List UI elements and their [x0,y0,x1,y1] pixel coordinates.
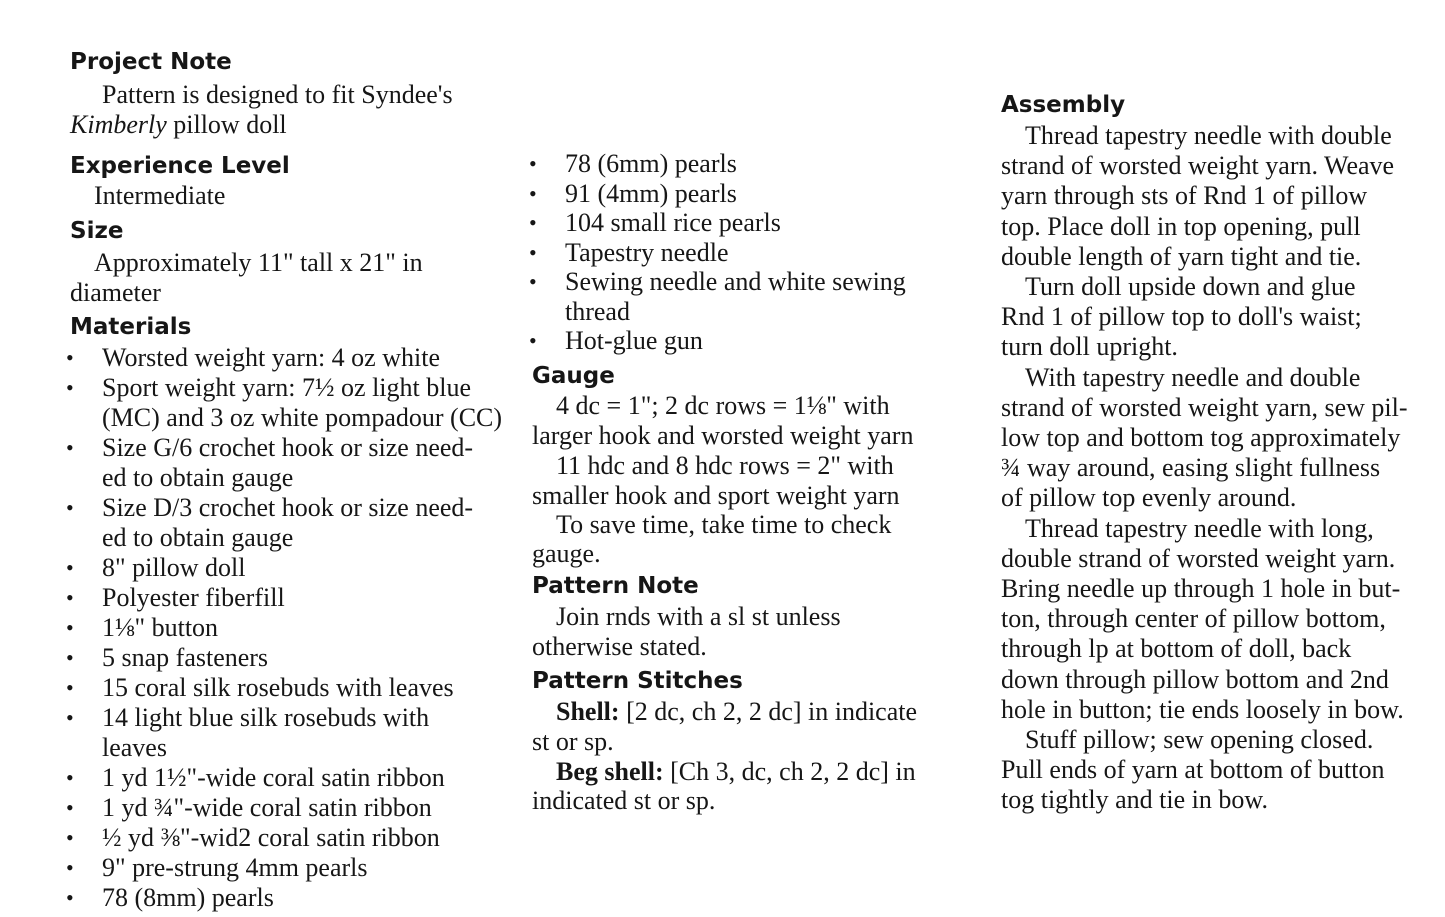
assembly-line: Bring needle up through 1 hole in but- [1001,574,1401,603]
material-item [66,493,474,523]
assembly-line: yarn through sts of Rnd 1 of pillow [1001,181,1368,210]
bullet-icon: • [66,795,74,820]
material-item [529,238,729,268]
bullet-icon: • [66,495,74,520]
assembly-line: Pull ends of yarn at bottom of button [1001,755,1385,784]
bullet-icon: • [66,705,74,730]
shell-line-cont: st or sp. [532,727,614,756]
material-text: ½ yd ⅜"-wid2 coral satin ribbon [102,823,440,852]
material-item [66,883,274,913]
material-item [66,343,440,373]
material-text: 8" pillow doll [102,553,246,582]
bullet-icon: • [66,675,74,700]
material-text: Size D/3 crochet hook or size need- [102,493,474,522]
assembly-line: Thread tapestry needle with double [1025,121,1392,150]
bullet-icon: • [66,375,74,400]
doll-name: Kimberly [70,110,167,139]
assembly-line: Stuff pillow; sew opening closed. [1025,725,1374,754]
project-note-line-1: Pattern is designed to fit Syndee's [102,80,453,109]
material-item-cont [102,523,293,553]
size-line-2: diameter [70,278,161,307]
bullet-icon: • [66,555,74,580]
bullet-icon: • [529,210,537,235]
material-text: 1 yd 1½"-wide coral satin ribbon [102,763,445,792]
material-text: 5 snap fasteners [102,643,269,672]
assembly-line: down through pillow bottom and 2nd [1001,665,1389,694]
material-item [66,643,269,673]
pattern-note-line-2: otherwise stated. [532,632,707,661]
gauge-line-5: To save time, take time to check [556,510,892,539]
material-text: leaves [102,733,167,762]
shell-line [556,697,917,727]
assembly-line: double strand of worsted weight yarn. [1001,544,1396,573]
assembly-line: Rnd 1 of pillow top to doll's waist; [1001,302,1362,331]
material-item [66,703,430,733]
material-text: Hot-glue gun [565,326,703,355]
material-text: Sport weight yarn: 7½ oz light blue [102,373,472,402]
material-text: ed to obtain gauge [102,523,294,552]
material-item [66,373,472,403]
shell-text: [2 dc, ch 2, 2 dc] in indicate [619,697,918,726]
shell-label: Shell: [556,697,620,726]
beg-shell-text: [Ch 3, dc, ch 2, 2 dc] in [663,757,916,786]
pattern-stitches-heading: Pattern Stitches [532,668,743,694]
size-line-1: Approximately 11" tall x 21" in [94,248,423,277]
material-text: Size G/6 crochet hook or size need- [102,433,474,462]
gauge-line-1: 4 dc = 1"; 2 dc rows = 1⅛" with [556,391,890,420]
material-item [529,326,703,356]
material-item-cont [102,403,502,433]
material-text: (MC) and 3 oz white pompadour (CC) [102,403,503,432]
bullet-icon: • [529,269,537,294]
material-item-cont [102,463,293,493]
material-text: Sewing needle and white sewing [565,267,906,296]
assembly-line: tog tightly and tie in bow. [1001,785,1268,814]
material-item [66,823,440,853]
material-item [66,553,246,583]
material-item [529,149,737,179]
material-text: 1⅛" button [102,613,219,642]
assembly-line: top. Place doll in top opening, pull [1001,212,1361,241]
bullet-icon: • [529,240,537,265]
material-item [66,613,219,643]
material-item-cont [102,733,167,763]
assembly-line: strand of worsted weight yarn. Weave [1001,151,1395,180]
assembly-line: With tapestry needle and double [1025,363,1361,392]
pattern-note-heading: Pattern Note [532,573,699,599]
material-text: 9" pre-strung 4mm pearls [102,853,368,882]
material-text: thread [565,297,630,326]
bullet-icon: • [529,151,537,176]
gauge-line-2: larger hook and worsted weight yarn [532,421,914,450]
bullet-icon: • [66,645,74,670]
material-text: 91 (4mm) pearls [565,179,737,208]
material-text: 15 coral silk rosebuds with leaves [102,673,454,702]
assembly-line: double length of yarn tight and tie. [1001,242,1362,271]
material-item [66,853,368,883]
bullet-icon: • [529,181,537,206]
assembly-line: Turn doll upside down and glue [1025,272,1356,301]
material-item [66,763,445,793]
bullet-icon: • [66,885,74,910]
material-item [529,208,781,238]
assembly-line: through lp at bottom of doll, back [1001,634,1352,663]
material-text: 1 yd ¾"-wide coral satin ribbon [102,793,432,822]
material-item [529,267,906,297]
bullet-icon: • [66,825,74,850]
material-text: ed to obtain gauge [102,463,294,492]
material-text: Worsted weight yarn: 4 oz white [102,343,440,372]
material-text: 78 (6mm) pearls [565,149,737,178]
project-note-heading: Project Note [70,49,232,75]
project-note-line-2-rest: pillow doll [166,110,287,139]
material-item [66,583,285,613]
material-text: 78 (8mm) pearls [102,883,274,912]
experience-value: Intermediate [94,181,226,210]
material-item [66,673,454,703]
bullet-icon: • [66,585,74,610]
bullet-icon: • [66,435,74,460]
material-text: Tapestry needle [565,238,729,267]
gauge-line-3: 11 hdc and 8 hdc rows = 2" with [556,451,894,480]
bullet-icon: • [66,765,74,790]
gauge-line-6: gauge. [532,539,601,568]
beg-shell-label: Beg shell: [556,757,664,786]
material-text: 104 small rice pearls [565,208,781,237]
material-item [66,793,432,823]
material-text: 14 light blue silk rosebuds with [102,703,430,732]
bullet-icon: • [529,328,537,353]
bullet-icon: • [66,615,74,640]
material-item-cont [565,297,630,327]
assembly-line: turn doll upright. [1001,332,1178,361]
assembly-line: low top and bottom tog approximately [1001,423,1401,452]
gauge-heading: Gauge [532,363,615,389]
assembly-line: of pillow top evenly around. [1001,483,1297,512]
material-item [66,433,474,463]
materials-heading: Materials [70,314,192,340]
pattern-note-line-1: Join rnds with a sl st unless [556,602,841,631]
assembly-heading: Assembly [1001,92,1126,118]
material-item [529,179,737,209]
project-note-line-2 [70,110,287,140]
beg-shell-line [556,757,916,787]
gauge-line-4: smaller hook and sport weight yarn [532,481,900,510]
experience-heading: Experience Level [70,153,290,179]
beg-shell-line-cont: indicated st or sp. [532,786,716,815]
assembly-line: Thread tapestry needle with long, [1025,514,1374,543]
size-heading: Size [70,218,124,244]
assembly-line: ton, through center of pillow bottom, [1001,604,1386,633]
bullet-icon: • [66,855,74,880]
assembly-line: strand of worsted weight yarn, sew pil- [1001,393,1408,422]
assembly-line: hole in button; tie ends loosely in bow. [1001,695,1404,724]
material-text: Polyester fiberfill [102,583,285,612]
assembly-line: ¾ way around, easing slight fullness [1001,453,1381,482]
bullet-icon: • [66,345,74,370]
